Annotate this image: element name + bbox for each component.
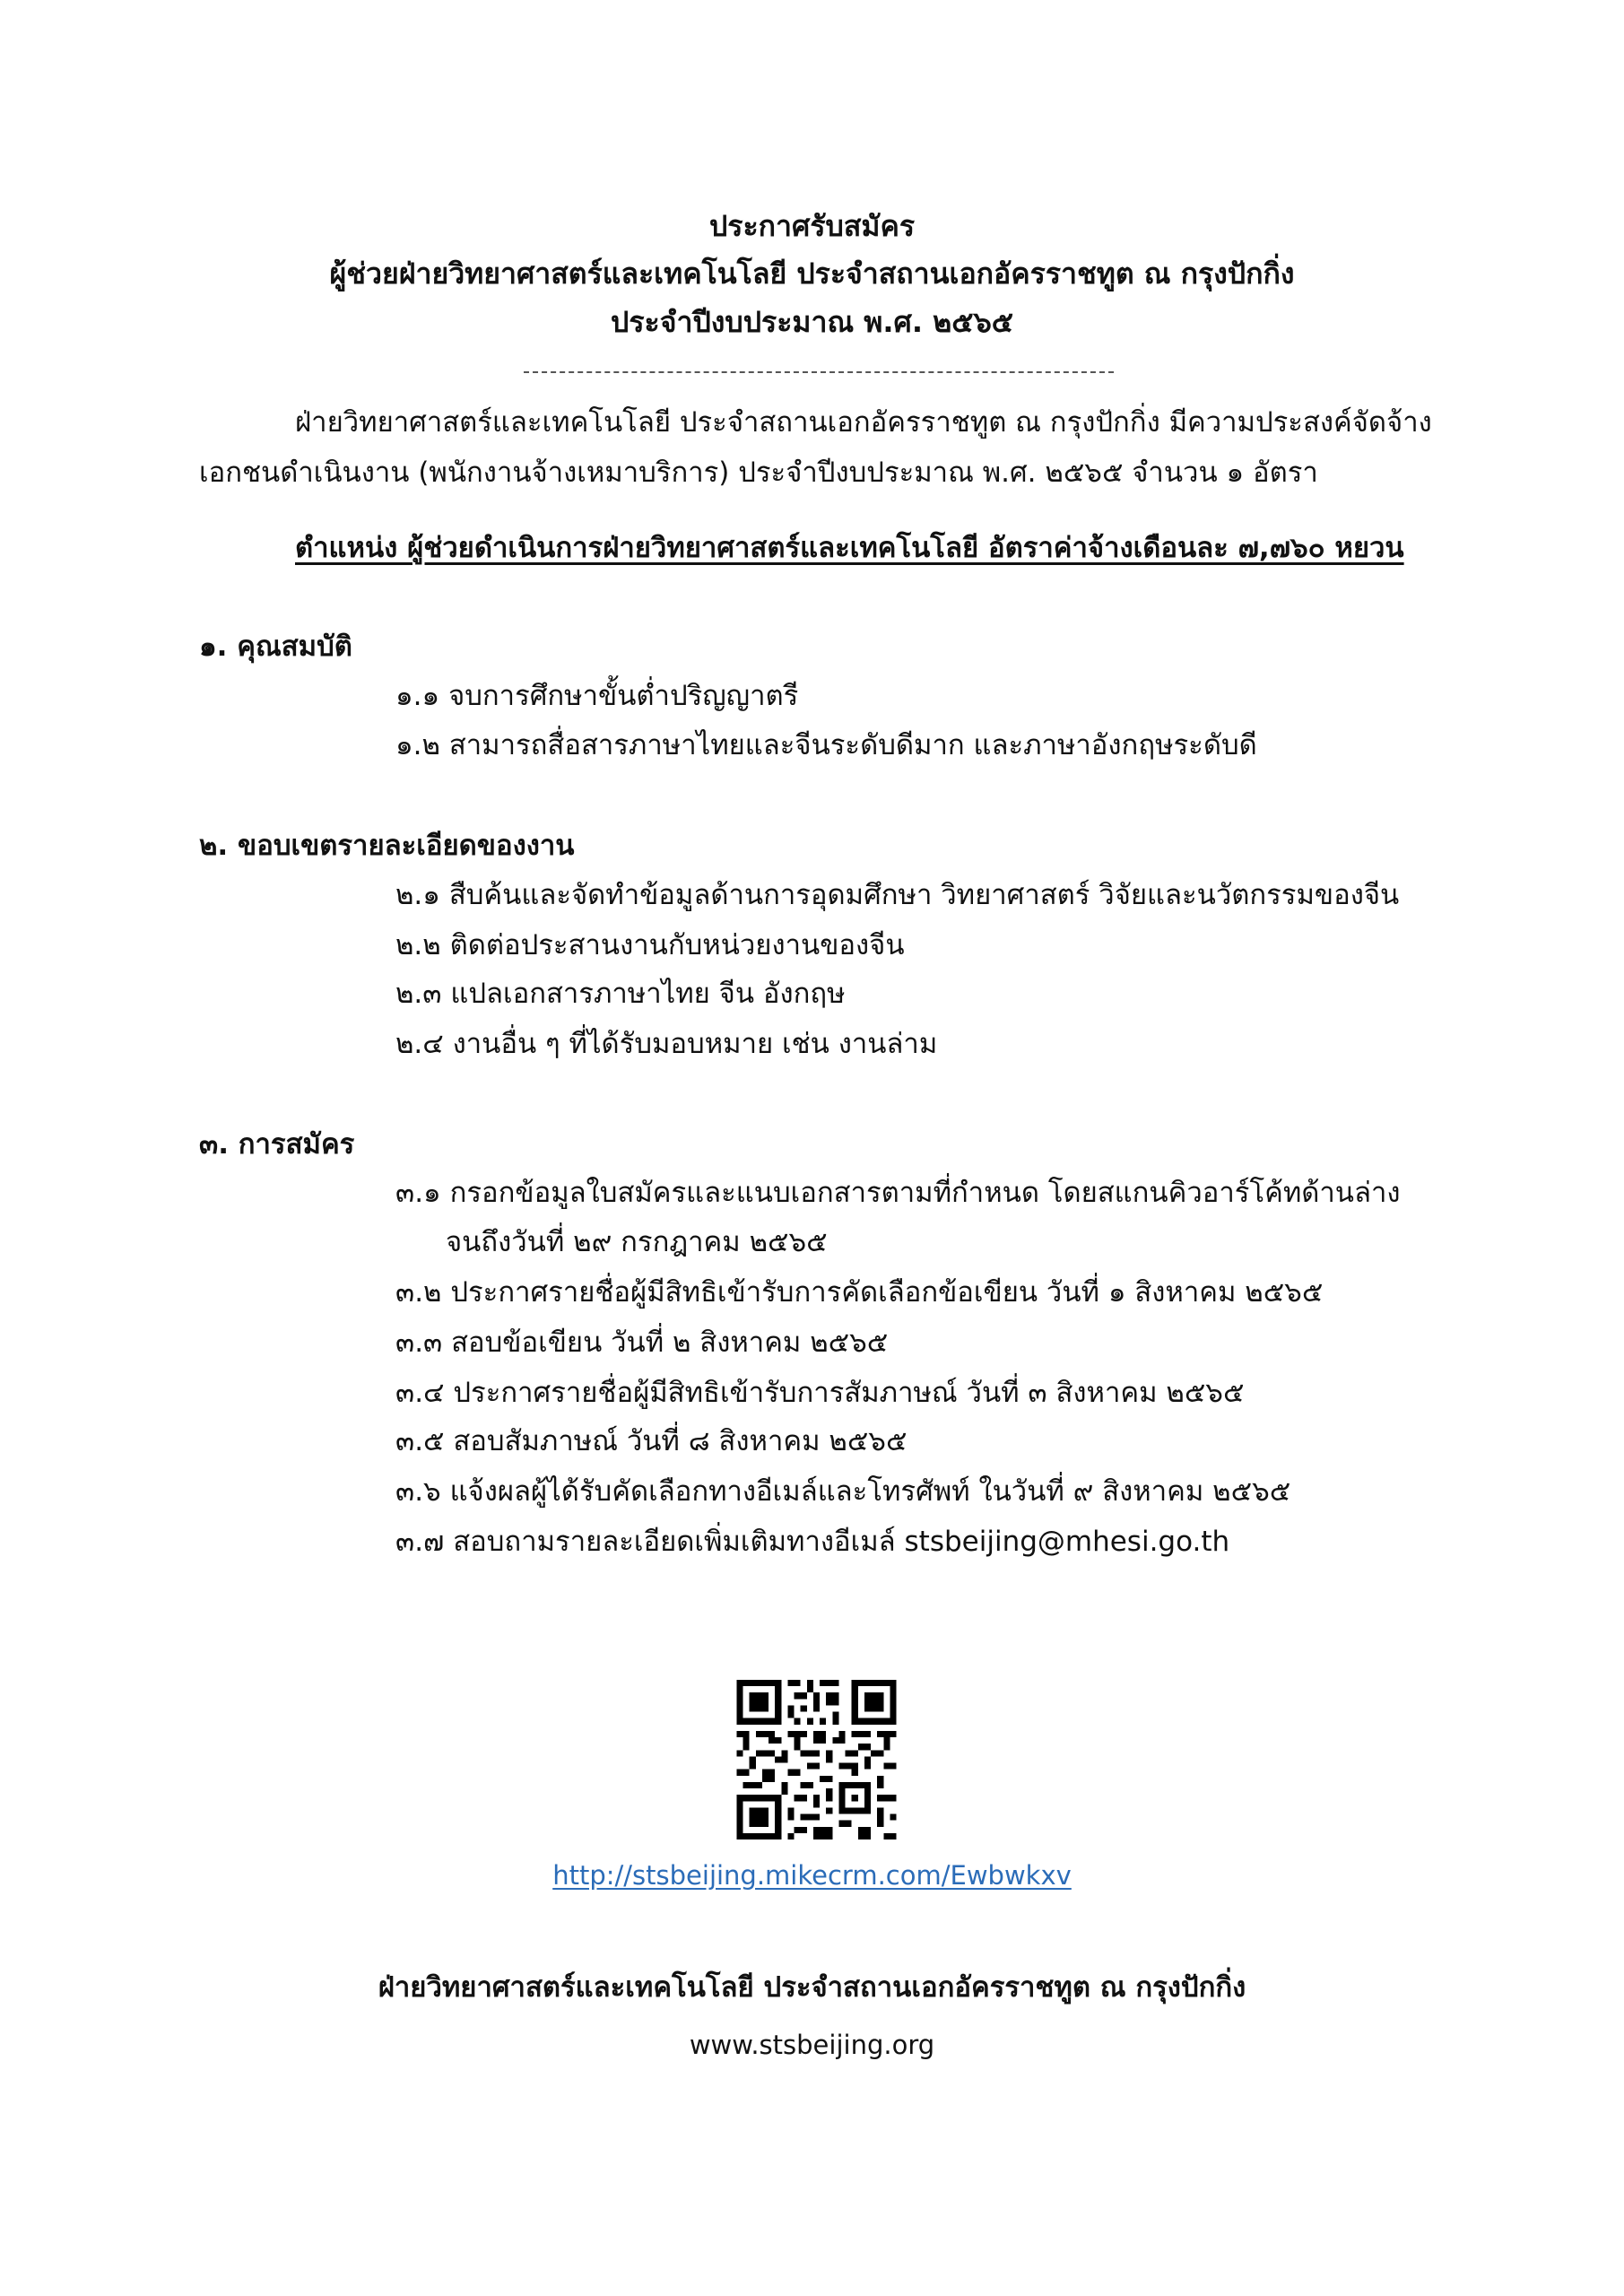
dashed-separator [524,371,1114,373]
list-item: ๓.๖ แจ้งผลผู้ได้รับคัดเลือกทางอีเมล์และโทรศัพท์ ในวันที่ ๙ สิงหาคม ๒๕๖๕ [395,1475,1291,1508]
list-item: ๓.๕ สอบสัมภาษณ์ วันที่ ๘ สิงหาคม ๒๕๖๕ [395,1425,908,1457]
application-form-link[interactable]: http://stsbeijing.mikecrm.com/Ewbwkxv [552,1860,1072,1891]
footer-website[interactable]: www.stsbeijing.org [689,2030,935,2060]
list-item: ๓.๓ สอบข้อเขียน วันที่ ๒ สิงหาคม ๒๕๖๕ [395,1326,889,1359]
list-item: ๑.๒ สามารถสื่อสารภาษาไทยและจีนระดับดีมาก และภาษาอังกฤษระดับดี [395,729,1257,761]
title-line-1: ประกาศรับสมัคร [708,209,916,243]
title-line-3: ประจำปีงบประมาณ พ.ศ. ๒๕๖๕ [611,305,1013,339]
title-line-2: ผู้ช่วยฝ่ายวิทยาศาสตร์และเทคโนโลยี ประจำสถานเอกอัครราชทูต ณ กรุงปักกิ่ง [329,257,1295,291]
application-form-link-row [0,1857,1624,1893]
section-heading-application: ๓. การสมัคร [199,1128,355,1161]
section-heading-qualifications: ๑. คุณสมบัติ [199,631,352,663]
list-item: ๒.๔ งานอื่น ๆ ที่ได้รับมอบหมาย เช่น งานล่าม [395,1028,938,1060]
qr-code-icon[interactable] [735,1680,898,1839]
position-heading: ตำแหน่ง ผู้ช่วยดำเนินการฝ่ายวิทยาศาสตร์และเทคโนโลยี อัตราค่าจ้างเดือนละ ๗,๗๖๐ หยวน [295,532,1404,564]
list-item-continuation: จนถึงวันที่ ๒๙ กรกฎาคม ๒๕๖๕ [446,1226,828,1258]
list-item: ๒.๑ สืบค้นและจัดทำข้อมูลด้านการอุดมศึกษา วิทยาศาสตร์ วิจัยและนวัตกรรมของจีน [395,879,1400,911]
list-item-contact-email: ๓.๗ สอบถามรายละเอียดเพิ่มเติมทางอีเมล์ stsbeijing@mhesi.go.th [395,1526,1230,1558]
list-item: ๓.๔ ประกาศรายชื่อผู้มีสิทธิเข้ารับการสัมภาษณ์ วันที่ ๓ สิงหาคม ๒๕๖๕ [395,1377,1245,1409]
footer-organization: ฝ่ายวิทยาศาสตร์และเทคโนโลยี ประจำสถานเอกอัครราชทูต ณ กรุงปักกิ่ง [378,1971,1246,2004]
list-item: ๒.๒ ติดต่อประสานงานกับหน่วยงานของจีน [395,929,905,961]
list-item: ๓.๒ ประกาศรายชื่อผู้มีสิทธิเข้ารับการคัดเลือกข้อเขียน วันที่ ๑ สิงหาคม ๒๕๖๕ [395,1276,1324,1309]
section-heading-job-scope: ๒. ขอบเขตรายละเอียดของงาน [199,830,575,862]
intro-line-2: เอกชนดำเนินงาน (พนักงานจ้างเหมาบริการ) ประจำปีงบประมาณ พ.ศ. ๒๕๖๕ จำนวน ๑ อัตรา [199,457,1318,489]
intro-line-1: ฝ่ายวิทยาศาสตร์และเทคโนโลยี ประจำสถานเอกอัครราชทูต ณ กรุงปักกิ่ง มีความประสงค์จัดจ้าง [295,406,1432,439]
list-item: ๑.๑ จบการศึกษาขั้นต่ำปริญญาตรี [395,680,799,712]
list-item: ๒.๓ แปลเอกสารภาษาไทย จีน อังกฤษ [395,978,846,1010]
list-item: ๓.๑ กรอกข้อมูลใบสมัครและแนบเอกสารตามที่กำหนด โดยสแกนคิวอาร์โค้ทด้านล่าง [395,1177,1401,1209]
